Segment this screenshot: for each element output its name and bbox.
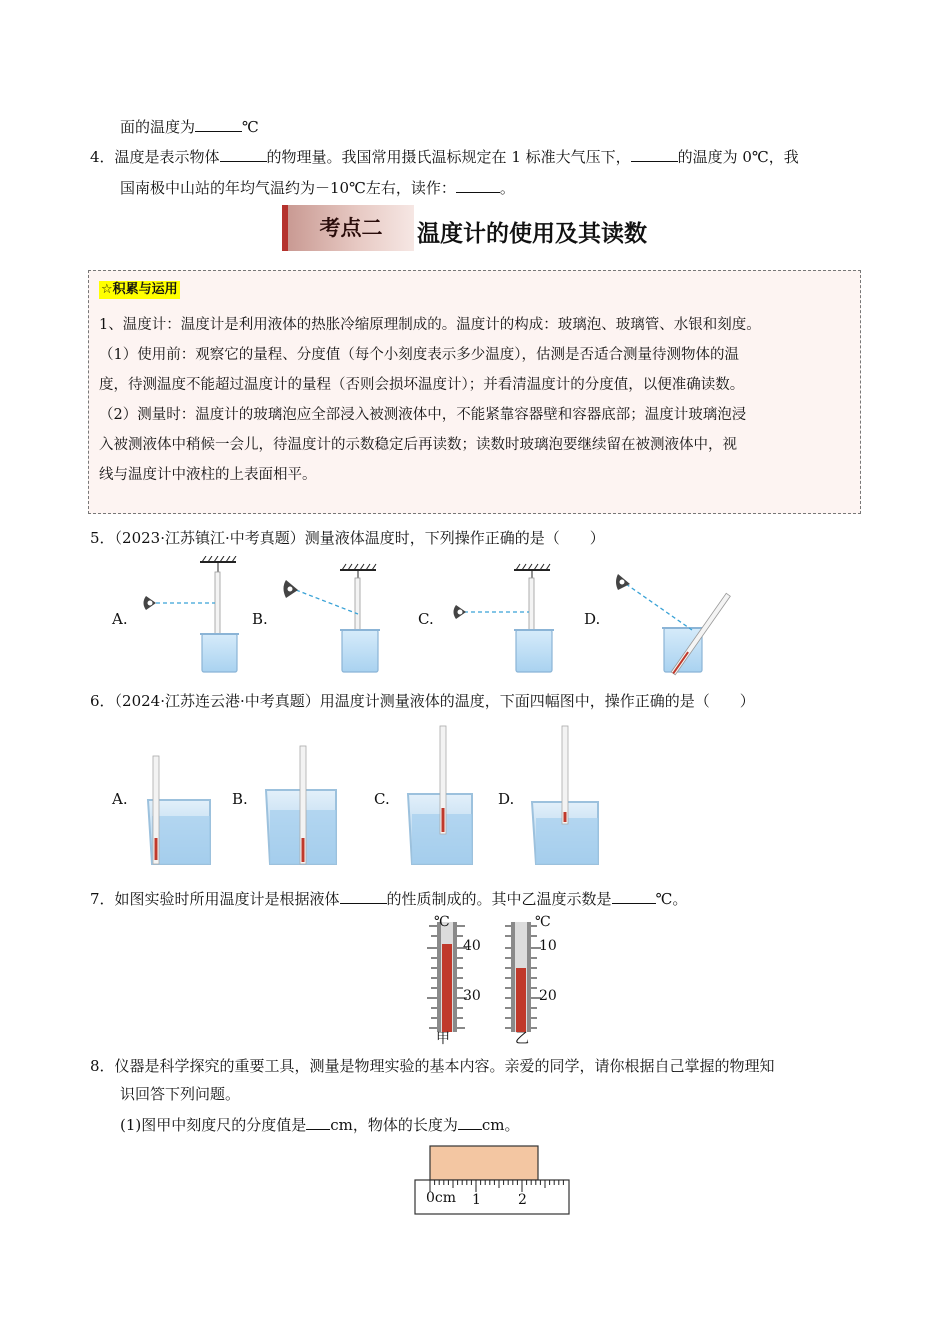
knowledge-line: （1）使用前：观察它的量程、分度值（每个小刻度表示多少温度），估测是否适合测量待测物体的温 [99,347,739,363]
scale-label-top: 40 [463,938,481,954]
thermometer-jia [425,914,505,1050]
option-c-label[interactable]: C. [374,790,390,808]
figure-d [616,574,730,675]
figure-b [284,564,381,672]
option-a-label[interactable]: A. [112,610,128,628]
unit-label: ℃ [434,914,450,930]
knowledge-line: 1、温度计：温度计是利用液体的热胀冷缩原理制成的。温度计的构成：玻璃泡、玻璃管、水银和刻度。 [99,317,761,333]
option-b-label[interactable]: B. [252,610,268,628]
question-4-line1: 4．温度是表示物体 的物理量。我国常用摄氏温标规定在 1 标准大气压下， 的温度为 0℃，我 [90,145,799,167]
ruler-label-0: 0cm [426,1190,457,1206]
figure-a [148,756,210,864]
question-8-sub1: (1)图甲中刻度尺的分度值是 cm，物体的长度为 cm。 [120,1113,520,1135]
scale-label-bottom: 20 [539,988,557,1004]
question-8-line1: 8．仪器是科学探究的重要工具，测量是物理实验的基本内容。亲爱的同学，请你根据自己掌握的物理知 [90,1057,775,1075]
knowledge-tag: ☆积累与运用 [101,282,178,297]
option-d-label[interactable]: D. [498,790,515,808]
question-7-stem: 7．如图实验时所用温度计是根据液体 的性质制成的。其中乙温度示数是 ℃。 [90,887,687,909]
ruler-figure [414,1144,572,1216]
question-8-line2: 识回答下列问题。 [120,1085,241,1103]
ruler-label-1: 1 [472,1192,481,1208]
option-c-label[interactable]: C. [418,610,434,628]
answer-blank[interactable] [306,1113,330,1130]
scale-label-top: 10 [539,938,557,954]
q5-figures [130,556,750,680]
q3-tail: 面的温度为 ℃ [120,115,259,137]
answer-blank[interactable] [631,145,678,162]
figure-c [454,564,555,672]
question-5-stem: 5．（2023·江苏镇江·中考真题）测量液体温度时，下列操作正确的是（ ） [90,529,605,547]
figure-c [408,726,472,864]
option-a-label[interactable]: A. [112,790,128,808]
thermometer-yi [505,914,585,1050]
knowledge-line: 线与温度计中液柱的上表面相平。 [99,467,317,483]
figure-a [144,556,240,672]
answer-blank[interactable] [195,115,242,132]
answer-blank[interactable] [220,145,267,162]
knowledge-line: 入被测液体中稍候一会儿，待温度计的示数稳定后再读数；读数时玻璃泡要继续留在被测液体中，视 [99,437,737,453]
unit-label: ℃ [535,914,551,930]
figure-b [266,746,336,864]
q6-figures [140,722,610,868]
answer-blank[interactable] [458,1113,482,1130]
answer-blank[interactable] [456,176,500,193]
knowledge-line: 度，待测温度不能超过温度计的量程（否则会损坏温度计）；并看清温度计的分度值，以便准确读数。 [99,377,745,393]
knowledge-box [88,270,861,514]
figure-d [532,726,598,864]
option-d-label[interactable]: D. [584,610,601,628]
section-title: 温度计的使用及其读数 [417,221,647,247]
section-badge: 考点二 [282,205,414,251]
knowledge-line: （2）测量时：温度计的玻璃泡应全部浸入被测液体中，不能紧靠容器壁和容器底部；温度计玻璃泡浸 [99,407,747,423]
ruler-label-2: 2 [518,1192,527,1208]
answer-blank[interactable] [340,887,387,904]
question-4-line2: 国南极中山站的年均气温约为－10℃左右，读作： 。 [120,176,515,198]
thermometer-name: 乙 [515,1031,529,1047]
thermometer-name: 甲 [436,1031,450,1047]
answer-blank[interactable] [612,887,656,904]
scale-label-bottom: 30 [463,988,481,1004]
question-6-stem: 6．（2024·江苏连云港·中考真题）用温度计测量液体的温度，下面四幅图中，操作正确的是（ ） [90,692,755,710]
option-b-label[interactable]: B. [232,790,248,808]
